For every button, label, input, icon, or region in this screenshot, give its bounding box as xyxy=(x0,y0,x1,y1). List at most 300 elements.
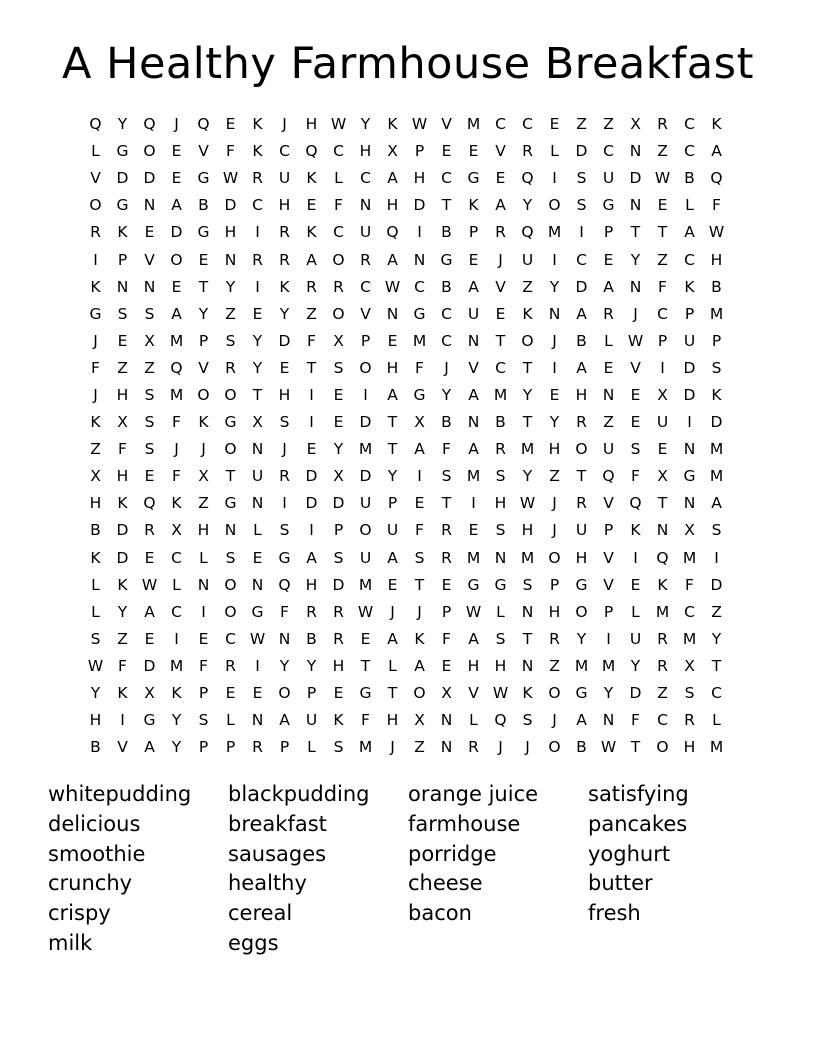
grid-cell[interactable]: G xyxy=(359,684,372,703)
grid-cell[interactable]: U xyxy=(575,521,588,540)
grid-cell[interactable]: W xyxy=(141,575,158,594)
grid-cell[interactable]: Y xyxy=(252,331,263,350)
grid-cell[interactable]: T xyxy=(711,656,722,675)
grid-cell[interactable]: B xyxy=(441,277,452,296)
grid-cell[interactable]: G xyxy=(116,196,129,215)
grid-cell[interactable]: S xyxy=(495,467,506,486)
grid-cell[interactable]: I xyxy=(309,521,314,540)
grid-cell[interactable]: H xyxy=(521,521,534,540)
grid-cell[interactable]: E xyxy=(144,467,155,486)
grid-cell[interactable]: B xyxy=(495,413,506,432)
grid-cell[interactable]: B xyxy=(684,169,695,188)
grid-cell[interactable]: O xyxy=(359,521,372,540)
grid-cell[interactable]: V xyxy=(630,358,641,377)
grid-cell[interactable]: I xyxy=(309,385,314,404)
grid-cell[interactable]: T xyxy=(225,467,236,486)
grid-cell[interactable]: K xyxy=(90,277,101,296)
grid-cell[interactable]: V xyxy=(360,304,371,323)
grid-cell[interactable]: Y xyxy=(117,602,128,621)
grid-cell[interactable]: E xyxy=(144,223,155,242)
grid-cell[interactable]: E xyxy=(414,494,425,513)
grid-cell[interactable]: M xyxy=(169,656,184,675)
grid-cell[interactable]: Q xyxy=(602,467,615,486)
grid-cell[interactable]: F xyxy=(361,711,370,730)
grid-cell[interactable]: A xyxy=(387,250,398,269)
grid-cell[interactable]: X xyxy=(171,521,182,540)
grid-cell[interactable]: R xyxy=(279,250,290,269)
grid-cell[interactable]: M xyxy=(682,629,697,648)
grid-cell[interactable]: R xyxy=(657,115,668,134)
grid-cell[interactable]: T xyxy=(198,277,209,296)
grid-cell[interactable]: A xyxy=(468,385,479,404)
grid-cell[interactable]: S xyxy=(144,385,155,404)
grid-cell[interactable]: J xyxy=(174,115,179,134)
grid-cell[interactable]: P xyxy=(414,142,425,161)
grid-cell[interactable]: Y xyxy=(90,684,101,703)
grid-cell[interactable]: I xyxy=(174,629,179,648)
grid-cell[interactable]: H xyxy=(89,711,102,730)
grid-cell[interactable]: F xyxy=(172,467,181,486)
grid-cell[interactable]: W xyxy=(222,169,239,188)
grid-cell[interactable]: E xyxy=(171,169,182,188)
grid-cell[interactable]: K xyxy=(279,277,290,296)
grid-cell[interactable]: M xyxy=(169,331,184,350)
grid-cell[interactable]: F xyxy=(442,629,451,648)
grid-cell[interactable]: A xyxy=(171,304,182,323)
grid-cell[interactable]: K xyxy=(630,521,641,540)
grid-cell[interactable]: V xyxy=(198,358,209,377)
grid-cell[interactable]: U xyxy=(602,440,615,459)
grid-cell[interactable]: F xyxy=(685,575,694,594)
grid-cell[interactable]: E xyxy=(549,115,560,134)
grid-cell[interactable]: U xyxy=(656,413,669,432)
grid-cell[interactable]: E xyxy=(630,413,641,432)
grid-cell[interactable]: H xyxy=(359,142,372,161)
grid-cell[interactable]: N xyxy=(629,196,642,215)
grid-cell[interactable]: L xyxy=(226,711,235,730)
grid-cell[interactable]: C xyxy=(522,115,533,134)
grid-cell[interactable]: M xyxy=(466,115,481,134)
grid-cell[interactable]: T xyxy=(441,494,452,513)
grid-cell[interactable]: I xyxy=(687,413,692,432)
grid-cell[interactable]: A xyxy=(306,548,317,567)
grid-cell[interactable]: T xyxy=(657,494,668,513)
grid-cell[interactable]: D xyxy=(305,494,318,513)
grid-cell[interactable]: F xyxy=(226,142,235,161)
grid-cell[interactable]: I xyxy=(255,656,260,675)
grid-cell[interactable]: Z xyxy=(306,304,317,323)
grid-cell[interactable]: A xyxy=(684,223,695,242)
grid-cell[interactable]: H xyxy=(548,602,561,621)
grid-cell[interactable]: V xyxy=(603,548,614,567)
grid-cell[interactable]: P xyxy=(684,304,695,323)
grid-cell[interactable]: C xyxy=(684,602,695,621)
grid-cell[interactable]: H xyxy=(548,440,561,459)
grid-cell[interactable]: N xyxy=(683,440,696,459)
grid-cell[interactable]: G xyxy=(224,413,237,432)
grid-cell[interactable]: J xyxy=(93,331,98,350)
grid-cell[interactable]: A xyxy=(414,440,425,459)
grid-cell[interactable]: R xyxy=(252,250,263,269)
grid-cell[interactable]: O xyxy=(224,602,237,621)
grid-cell[interactable]: E xyxy=(117,331,128,350)
grid-cell[interactable]: M xyxy=(709,304,724,323)
grid-cell[interactable]: A xyxy=(279,711,290,730)
grid-cell[interactable]: E xyxy=(279,358,290,377)
grid-cell[interactable]: G xyxy=(197,169,210,188)
grid-cell[interactable]: F xyxy=(91,358,100,377)
grid-cell[interactable]: C xyxy=(360,169,371,188)
grid-cell[interactable]: G xyxy=(116,142,129,161)
grid-cell[interactable]: H xyxy=(332,656,345,675)
grid-cell[interactable]: U xyxy=(386,521,399,540)
grid-cell[interactable]: A xyxy=(576,711,587,730)
grid-cell[interactable]: C xyxy=(171,602,182,621)
grid-cell[interactable]: D xyxy=(170,223,183,242)
grid-cell[interactable]: S xyxy=(333,548,344,567)
grid-cell[interactable]: S xyxy=(522,711,533,730)
grid-cell[interactable]: I xyxy=(282,494,287,513)
grid-cell[interactable]: R xyxy=(495,223,506,242)
grid-cell[interactable]: I xyxy=(309,413,314,432)
grid-cell[interactable]: A xyxy=(576,358,587,377)
grid-cell[interactable]: N xyxy=(521,602,534,621)
grid-cell[interactable]: R xyxy=(657,656,668,675)
grid-cell[interactable]: G xyxy=(278,548,291,567)
grid-cell[interactable]: V xyxy=(117,738,128,757)
grid-cell[interactable]: H xyxy=(413,169,426,188)
grid-cell[interactable]: M xyxy=(169,385,184,404)
grid-cell[interactable]: I xyxy=(201,602,206,621)
grid-cell[interactable]: U xyxy=(629,629,642,648)
grid-cell[interactable]: R xyxy=(252,169,263,188)
grid-cell[interactable]: D xyxy=(683,385,696,404)
grid-cell[interactable]: F xyxy=(334,196,343,215)
grid-cell[interactable]: M xyxy=(574,656,589,675)
grid-cell[interactable]: C xyxy=(495,358,506,377)
grid-cell[interactable]: O xyxy=(224,575,237,594)
grid-cell[interactable]: O xyxy=(656,738,669,757)
grid-cell[interactable]: D xyxy=(683,358,696,377)
grid-cell[interactable]: U xyxy=(305,711,318,730)
grid-cell[interactable]: C xyxy=(441,304,452,323)
grid-cell[interactable]: X xyxy=(684,521,695,540)
grid-cell[interactable]: D xyxy=(710,575,723,594)
grid-cell[interactable]: I xyxy=(363,385,368,404)
grid-cell[interactable]: S xyxy=(684,684,695,703)
grid-cell[interactable]: E xyxy=(333,684,344,703)
grid-cell[interactable]: P xyxy=(468,223,479,242)
grid-cell[interactable]: I xyxy=(255,277,260,296)
grid-cell[interactable]: Z xyxy=(414,738,425,757)
grid-cell[interactable]: O xyxy=(89,196,102,215)
grid-cell[interactable]: Y xyxy=(360,115,371,134)
grid-cell[interactable]: D xyxy=(575,277,588,296)
grid-cell[interactable]: Z xyxy=(657,142,668,161)
grid-cell[interactable]: X xyxy=(387,142,398,161)
grid-cell[interactable]: V xyxy=(603,575,614,594)
grid-cell[interactable]: T xyxy=(522,358,533,377)
grid-cell[interactable]: C xyxy=(684,250,695,269)
grid-cell[interactable]: A xyxy=(387,169,398,188)
grid-cell[interactable]: S xyxy=(144,413,155,432)
grid-cell[interactable]: T xyxy=(522,413,533,432)
grid-cell[interactable]: H xyxy=(494,656,507,675)
grid-cell[interactable]: C xyxy=(657,304,668,323)
grid-cell[interactable]: S xyxy=(144,304,155,323)
grid-cell[interactable]: Y xyxy=(252,358,263,377)
grid-cell[interactable]: N xyxy=(224,250,237,269)
grid-cell[interactable]: E xyxy=(657,440,668,459)
grid-cell[interactable]: O xyxy=(170,250,183,269)
grid-cell[interactable]: E xyxy=(495,304,506,323)
grid-cell[interactable]: F xyxy=(442,440,451,459)
grid-cell[interactable]: I xyxy=(255,223,260,242)
grid-cell[interactable]: N xyxy=(251,711,264,730)
grid-cell[interactable]: T xyxy=(630,738,641,757)
grid-cell[interactable]: S xyxy=(333,358,344,377)
grid-cell[interactable]: Z xyxy=(522,277,533,296)
grid-cell[interactable]: C xyxy=(225,629,236,648)
grid-cell[interactable]: A xyxy=(711,494,722,513)
grid-cell[interactable]: R xyxy=(333,629,344,648)
grid-cell[interactable]: V xyxy=(90,169,101,188)
grid-cell[interactable]: K xyxy=(198,413,209,432)
grid-cell[interactable]: G xyxy=(89,304,102,323)
grid-cell[interactable]: N xyxy=(116,277,129,296)
grid-cell[interactable]: Z xyxy=(117,358,128,377)
grid-cell[interactable]: I xyxy=(93,250,98,269)
grid-cell[interactable]: S xyxy=(522,575,533,594)
grid-cell[interactable]: H xyxy=(278,196,291,215)
grid-cell[interactable]: Y xyxy=(279,304,290,323)
grid-cell[interactable]: M xyxy=(709,467,724,486)
grid-cell[interactable]: A xyxy=(414,656,425,675)
grid-cell[interactable]: E xyxy=(549,385,560,404)
grid-cell[interactable]: K xyxy=(711,385,722,404)
grid-cell[interactable]: U xyxy=(359,494,372,513)
grid-cell[interactable]: N xyxy=(629,277,642,296)
grid-cell[interactable]: E xyxy=(441,142,452,161)
grid-cell[interactable]: W xyxy=(87,656,104,675)
grid-cell[interactable]: D xyxy=(116,521,129,540)
grid-cell[interactable]: J xyxy=(498,738,503,757)
grid-cell[interactable]: F xyxy=(199,656,208,675)
grid-cell[interactable]: G xyxy=(575,575,588,594)
grid-cell[interactable]: N xyxy=(656,521,669,540)
grid-cell[interactable]: Q xyxy=(89,115,102,134)
grid-cell[interactable]: L xyxy=(199,548,208,567)
grid-cell[interactable]: S xyxy=(225,331,236,350)
grid-cell[interactable]: E xyxy=(171,142,182,161)
grid-cell[interactable]: L xyxy=(712,711,721,730)
grid-cell[interactable]: B xyxy=(198,196,209,215)
grid-cell[interactable]: N xyxy=(278,629,291,648)
grid-cell[interactable]: J xyxy=(390,738,395,757)
grid-cell[interactable]: E xyxy=(441,575,452,594)
grid-cell[interactable]: F xyxy=(307,331,316,350)
grid-cell[interactable]: C xyxy=(441,169,452,188)
grid-cell[interactable]: H xyxy=(467,656,480,675)
grid-cell[interactable]: P xyxy=(198,684,209,703)
grid-cell[interactable]: E xyxy=(333,385,344,404)
grid-cell[interactable]: G xyxy=(602,196,615,215)
grid-cell[interactable]: R xyxy=(441,521,452,540)
grid-cell[interactable]: Q xyxy=(143,115,156,134)
grid-cell[interactable]: H xyxy=(278,385,291,404)
grid-cell[interactable]: K xyxy=(711,115,722,134)
grid-cell[interactable]: H xyxy=(575,385,588,404)
grid-cell[interactable]: L xyxy=(334,169,343,188)
grid-cell[interactable]: C xyxy=(576,250,587,269)
grid-cell[interactable]: V xyxy=(603,494,614,513)
grid-cell[interactable]: D xyxy=(305,467,318,486)
grid-cell[interactable]: W xyxy=(708,223,725,242)
grid-cell[interactable]: O xyxy=(224,440,237,459)
grid-cell[interactable]: L xyxy=(388,656,397,675)
grid-cell[interactable]: K xyxy=(468,196,479,215)
grid-cell[interactable]: S xyxy=(711,521,722,540)
grid-cell[interactable]: K xyxy=(171,494,182,513)
grid-cell[interactable]: B xyxy=(441,413,452,432)
grid-cell[interactable]: F xyxy=(118,656,127,675)
grid-cell[interactable]: M xyxy=(466,467,481,486)
grid-cell[interactable]: L xyxy=(469,711,478,730)
grid-cell[interactable]: E xyxy=(630,385,641,404)
grid-cell[interactable]: E xyxy=(333,413,344,432)
grid-cell[interactable]: Z xyxy=(90,440,101,459)
grid-cell[interactable]: O xyxy=(575,440,588,459)
grid-cell[interactable]: S xyxy=(630,440,641,459)
grid-cell[interactable]: G xyxy=(413,304,426,323)
grid-cell[interactable]: O xyxy=(548,684,561,703)
grid-cell[interactable]: J xyxy=(552,331,557,350)
grid-cell[interactable]: V xyxy=(495,277,506,296)
grid-cell[interactable]: P xyxy=(279,738,290,757)
grid-cell[interactable]: E xyxy=(225,115,236,134)
grid-cell[interactable]: D xyxy=(359,413,372,432)
grid-cell[interactable]: S xyxy=(144,440,155,459)
grid-cell[interactable]: N xyxy=(197,575,210,594)
grid-cell[interactable]: W xyxy=(654,169,671,188)
grid-cell[interactable]: V xyxy=(468,684,479,703)
grid-cell[interactable]: O xyxy=(332,304,345,323)
grid-cell[interactable]: P xyxy=(333,521,344,540)
grid-cell[interactable]: Y xyxy=(522,467,533,486)
grid-cell[interactable]: L xyxy=(172,575,181,594)
grid-cell[interactable]: N xyxy=(359,196,372,215)
grid-cell[interactable]: E xyxy=(360,629,371,648)
grid-cell[interactable]: P xyxy=(360,331,371,350)
grid-cell[interactable]: D xyxy=(629,684,642,703)
grid-cell[interactable]: X xyxy=(684,656,695,675)
grid-cell[interactable]: O xyxy=(413,684,426,703)
grid-cell[interactable]: G xyxy=(224,494,237,513)
grid-cell[interactable]: Z xyxy=(603,413,614,432)
grid-cell[interactable]: H xyxy=(305,575,318,594)
grid-cell[interactable]: T xyxy=(414,575,425,594)
grid-cell[interactable]: K xyxy=(684,277,695,296)
grid-cell[interactable]: Q xyxy=(197,115,210,134)
grid-cell[interactable]: B xyxy=(90,738,101,757)
grid-cell[interactable]: K xyxy=(333,711,344,730)
grid-cell[interactable]: X xyxy=(333,467,344,486)
grid-cell[interactable]: Q xyxy=(170,358,183,377)
grid-cell[interactable]: S xyxy=(711,358,722,377)
grid-cell[interactable]: O xyxy=(278,684,291,703)
grid-cell[interactable]: Y xyxy=(225,277,236,296)
grid-cell[interactable]: P xyxy=(603,223,614,242)
grid-cell[interactable]: S xyxy=(117,304,128,323)
grid-cell[interactable]: S xyxy=(576,196,587,215)
grid-cell[interactable]: D xyxy=(332,494,345,513)
grid-cell[interactable]: T xyxy=(387,684,398,703)
grid-cell[interactable]: H xyxy=(386,196,399,215)
grid-cell[interactable]: X xyxy=(414,711,425,730)
grid-cell[interactable]: Y xyxy=(576,629,587,648)
grid-cell[interactable]: A xyxy=(468,440,479,459)
grid-cell[interactable]: T xyxy=(387,440,398,459)
grid-cell[interactable]: L xyxy=(604,331,613,350)
grid-cell[interactable]: C xyxy=(171,548,182,567)
grid-cell[interactable]: O xyxy=(548,548,561,567)
grid-cell[interactable]: A xyxy=(171,196,182,215)
grid-cell[interactable]: P xyxy=(603,521,614,540)
grid-cell[interactable]: J xyxy=(282,440,287,459)
grid-cell[interactable]: H xyxy=(575,548,588,567)
grid-cell[interactable]: E xyxy=(495,169,506,188)
grid-cell[interactable]: O xyxy=(224,385,237,404)
grid-cell[interactable]: K xyxy=(522,684,533,703)
grid-cell[interactable]: R xyxy=(333,277,344,296)
grid-cell[interactable]: C xyxy=(252,196,263,215)
grid-cell[interactable]: L xyxy=(631,602,640,621)
grid-cell[interactable]: L xyxy=(91,575,100,594)
grid-cell[interactable]: Q xyxy=(629,494,642,513)
grid-cell[interactable]: A xyxy=(306,250,317,269)
grid-cell[interactable]: D xyxy=(629,169,642,188)
grid-cell[interactable]: S xyxy=(90,629,101,648)
grid-cell[interactable]: R xyxy=(279,223,290,242)
grid-cell[interactable]: E xyxy=(387,575,398,594)
grid-cell[interactable]: P xyxy=(711,331,722,350)
grid-cell[interactable]: W xyxy=(519,494,536,513)
grid-cell[interactable]: I xyxy=(606,629,611,648)
grid-cell[interactable]: L xyxy=(307,738,316,757)
grid-cell[interactable]: Z xyxy=(549,656,560,675)
grid-cell[interactable]: J xyxy=(525,738,530,757)
grid-cell[interactable]: I xyxy=(714,548,719,567)
grid-cell[interactable]: A xyxy=(144,602,155,621)
grid-cell[interactable]: V xyxy=(495,142,506,161)
grid-cell[interactable]: X xyxy=(144,331,155,350)
grid-cell[interactable]: B xyxy=(576,738,587,757)
grid-cell[interactable]: K xyxy=(171,684,182,703)
grid-cell[interactable]: L xyxy=(496,602,505,621)
grid-cell[interactable]: T xyxy=(387,413,398,432)
grid-cell[interactable]: A xyxy=(603,277,614,296)
grid-cell[interactable]: W xyxy=(465,602,482,621)
grid-cell[interactable]: P xyxy=(549,575,560,594)
grid-cell[interactable]: T xyxy=(441,196,452,215)
grid-cell[interactable]: M xyxy=(547,223,562,242)
grid-cell[interactable]: N xyxy=(683,494,696,513)
grid-cell[interactable]: C xyxy=(441,331,452,350)
grid-cell[interactable]: L xyxy=(91,142,100,161)
grid-cell[interactable]: N xyxy=(413,250,426,269)
grid-cell[interactable]: R xyxy=(441,548,452,567)
grid-cell[interactable]: G xyxy=(440,250,453,269)
